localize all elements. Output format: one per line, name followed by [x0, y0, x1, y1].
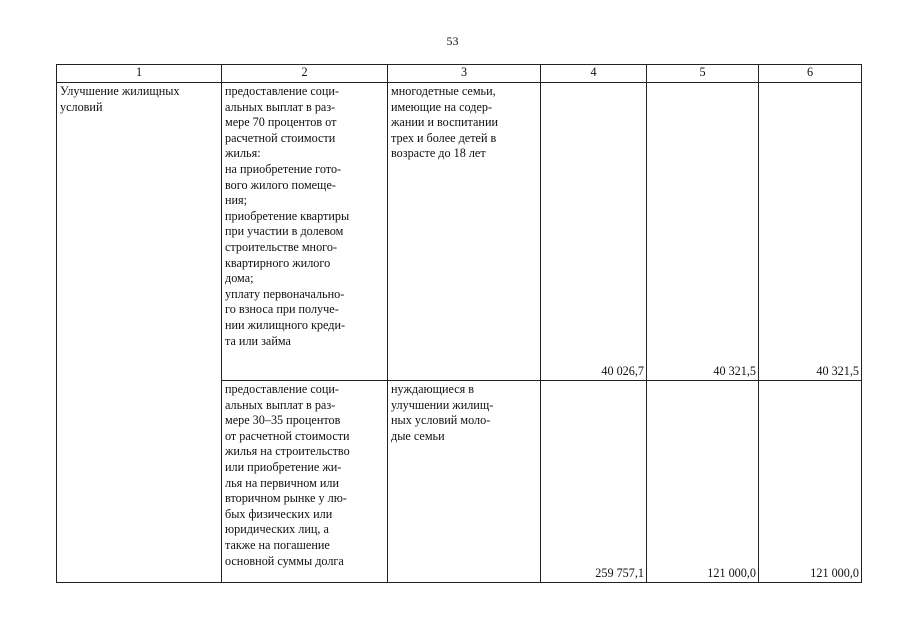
cell-line: вторичном рынке у лю-	[225, 491, 347, 506]
cell-line: жилья:	[225, 146, 261, 161]
cell-line: жилья на строительство	[225, 444, 350, 459]
cell-line: от расчетной стоимости	[225, 428, 350, 443]
cell-line: юридических лиц, а	[225, 522, 329, 537]
header-row	[57, 65, 862, 83]
cell-line: жании и воспитании	[391, 115, 498, 130]
cell-recipients	[388, 381, 541, 583]
cell-value-col4: 40 026,7	[541, 83, 647, 381]
cell-line: го взноса при получе-	[225, 302, 339, 317]
data-table	[56, 64, 862, 583]
cell-line: расчетной стоимости	[225, 130, 336, 145]
cell-line: трех и более детей в	[391, 130, 497, 145]
cell-line: ных условий моло-	[391, 413, 491, 428]
cell-line: вого жилого помеще-	[225, 177, 336, 192]
cell-line: квартирного жилого	[225, 255, 331, 270]
cell-line: при участии в долевом	[225, 224, 344, 239]
cell-measure	[222, 381, 388, 583]
table-row	[57, 83, 862, 381]
cell-line: Улучшение жилищных	[60, 84, 180, 98]
cell-value-col5: 40 321,5	[647, 83, 759, 381]
cell-measure	[222, 83, 388, 381]
cell-line: альных выплат в раз-	[225, 397, 336, 412]
cell-line: на приобретение гото-	[225, 161, 342, 176]
cell-value-col6: 40 321,5	[759, 83, 862, 381]
cell-recipients	[388, 83, 541, 381]
header-cell-2: 2	[222, 65, 388, 83]
cell-line: та или займа	[225, 333, 291, 348]
cell-value-col4: 259 757,1	[541, 381, 647, 583]
cell-line: строительстве много-	[225, 239, 338, 254]
cell-line: предоставление соци-	[225, 84, 339, 98]
page-number: 53	[446, 34, 459, 48]
cell-line: альных выплат в раз-	[225, 99, 336, 114]
cell-line: уплату первоначально-	[225, 286, 345, 301]
header-cell-1: 1	[57, 65, 222, 83]
cell-line: также на погашение	[225, 537, 330, 552]
cell-line: лья на первичном или	[225, 475, 339, 490]
cell-line: дома;	[225, 271, 254, 286]
cell-line: мере 30–35 процентов	[225, 413, 341, 428]
cell-line: имеющие на содер-	[391, 99, 493, 114]
cell-line: многодетные семьи,	[391, 84, 496, 98]
cell-line: условий	[60, 99, 103, 114]
cell-line: ния;	[225, 193, 248, 208]
cell-line: нии жилищного креди-	[225, 317, 346, 332]
cell-line: улучшении жилищ-	[391, 397, 494, 412]
cell-line: возрасте до 18 лет	[391, 146, 486, 161]
cell-line: или приобретение жи-	[225, 459, 342, 474]
cell-line: нуждающиеся в	[391, 382, 475, 396]
cell-line: бых физических или	[225, 506, 333, 521]
cell-value-col6: 121 000,0	[759, 381, 862, 583]
header-cell-6: 6	[759, 65, 862, 83]
cell-line: мере 70 процентов от	[225, 115, 337, 130]
cell-category	[57, 83, 222, 583]
cell-line: основной суммы долга	[225, 553, 344, 568]
cell-line: дые семьи	[391, 428, 445, 443]
header-cell-3: 3	[388, 65, 541, 83]
cell-value-col5: 121 000,0	[647, 381, 759, 583]
cell-line: приобретение квартиры	[225, 208, 350, 223]
header-cell-4: 4	[541, 65, 647, 83]
cell-line: предоставление соци-	[225, 382, 339, 396]
header-cell-5: 5	[647, 65, 759, 83]
